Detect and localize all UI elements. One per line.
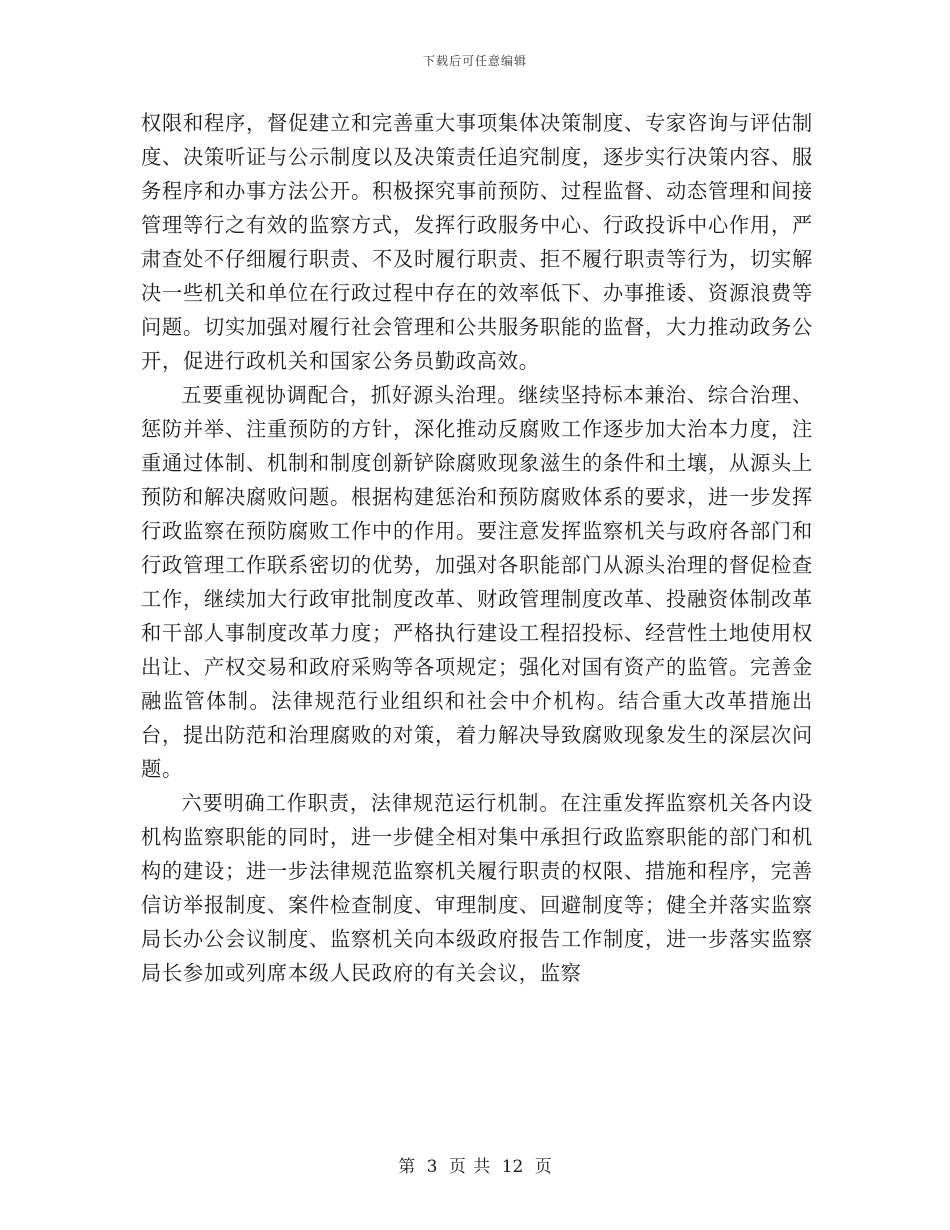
body-paragraph-1: 权限和程序，督促建立和完善重大事项集体决策制度、专家咨询与评估制度、决策听证与公示制度以及决策责任追究制度，逐步实行决策内容、服务程序和办事方法公开。积极探究事前预防、过程监督、动态管理和间接管理等行之有效的监察方式，发挥行政服务中心、行政投诉中心作用，严肃查处不仔细履行职责、不及时履行职责、拒不履行职责等行为，切实解决一些机关和单位在行政过程中存在的效率低下、办事推诿、资源浪费等问题。切实加强对履行社会管理和公共服务职能的监督，大力推动政务公开，促进行政机关和国家公务员勤政高效。 <box>141 111 813 373</box>
document-body <box>141 106 813 990</box>
footer-current-page: 3 <box>426 1157 438 1177</box>
body-paragraph-2: 五要重视协调配合，抓好源头治理。继续坚持标本兼治、综合治理、惩防并举、注重预防的方针，深化推动反腐败工作逐步加大治本力度，注重通过体制、机制和制度创新铲除腐败现象滋生的条件和土壤，从源头上预防和解决腐败问题。根据构建惩治和预防腐败体系的要求，进一步发挥行政监察在预防腐败工作中的作用。要注意发挥监察机关与政府各部门和行政管理工作联系密切的优势，加强对各职能部门从源头治理的督促检查工作，继续加大行政审批制度改革、财政管理制度改革、投融资体制改革和干部人事制度改革力度；严格执行建设工程招投标、经营性土地使用权出让、产权交易和政府采购等各项规定；强化对国有资产的监管。完善金融监管体制。法律规范行业组织和社会中介机构。结合重大改革措施出台，提出防范和治理腐败的对策，着力解决导致腐败现象发生的深层次问题。 <box>141 383 813 781</box>
body-paragraph-3: 六要明确工作职责，法律规范运行机制。在注重发挥监察机关各内设机构监察职能的同时，进一步健全相对集中承担行政监察职能的部门和机构的建设；进一步法律规范监察机关履行职责的权限、措施和程序，完善信访举报制度、案件检查制度、审理制度、回避制度等；健全并落实监察局长办公会议制度、监察机关向本级政府报告工作制度，进一步落实监察局长参加或列席本级人民政府的有关会议，监察 <box>141 791 813 985</box>
footer-suffix: 页 <box>534 1157 552 1177</box>
footer-prefix: 第 <box>398 1157 416 1177</box>
footer-middle: 页 共 <box>448 1157 491 1177</box>
page-header: 下载后可任意编辑 <box>422 54 527 68</box>
page-number-footer <box>0 1152 950 1177</box>
footer-total-pages: 12 <box>501 1157 524 1177</box>
